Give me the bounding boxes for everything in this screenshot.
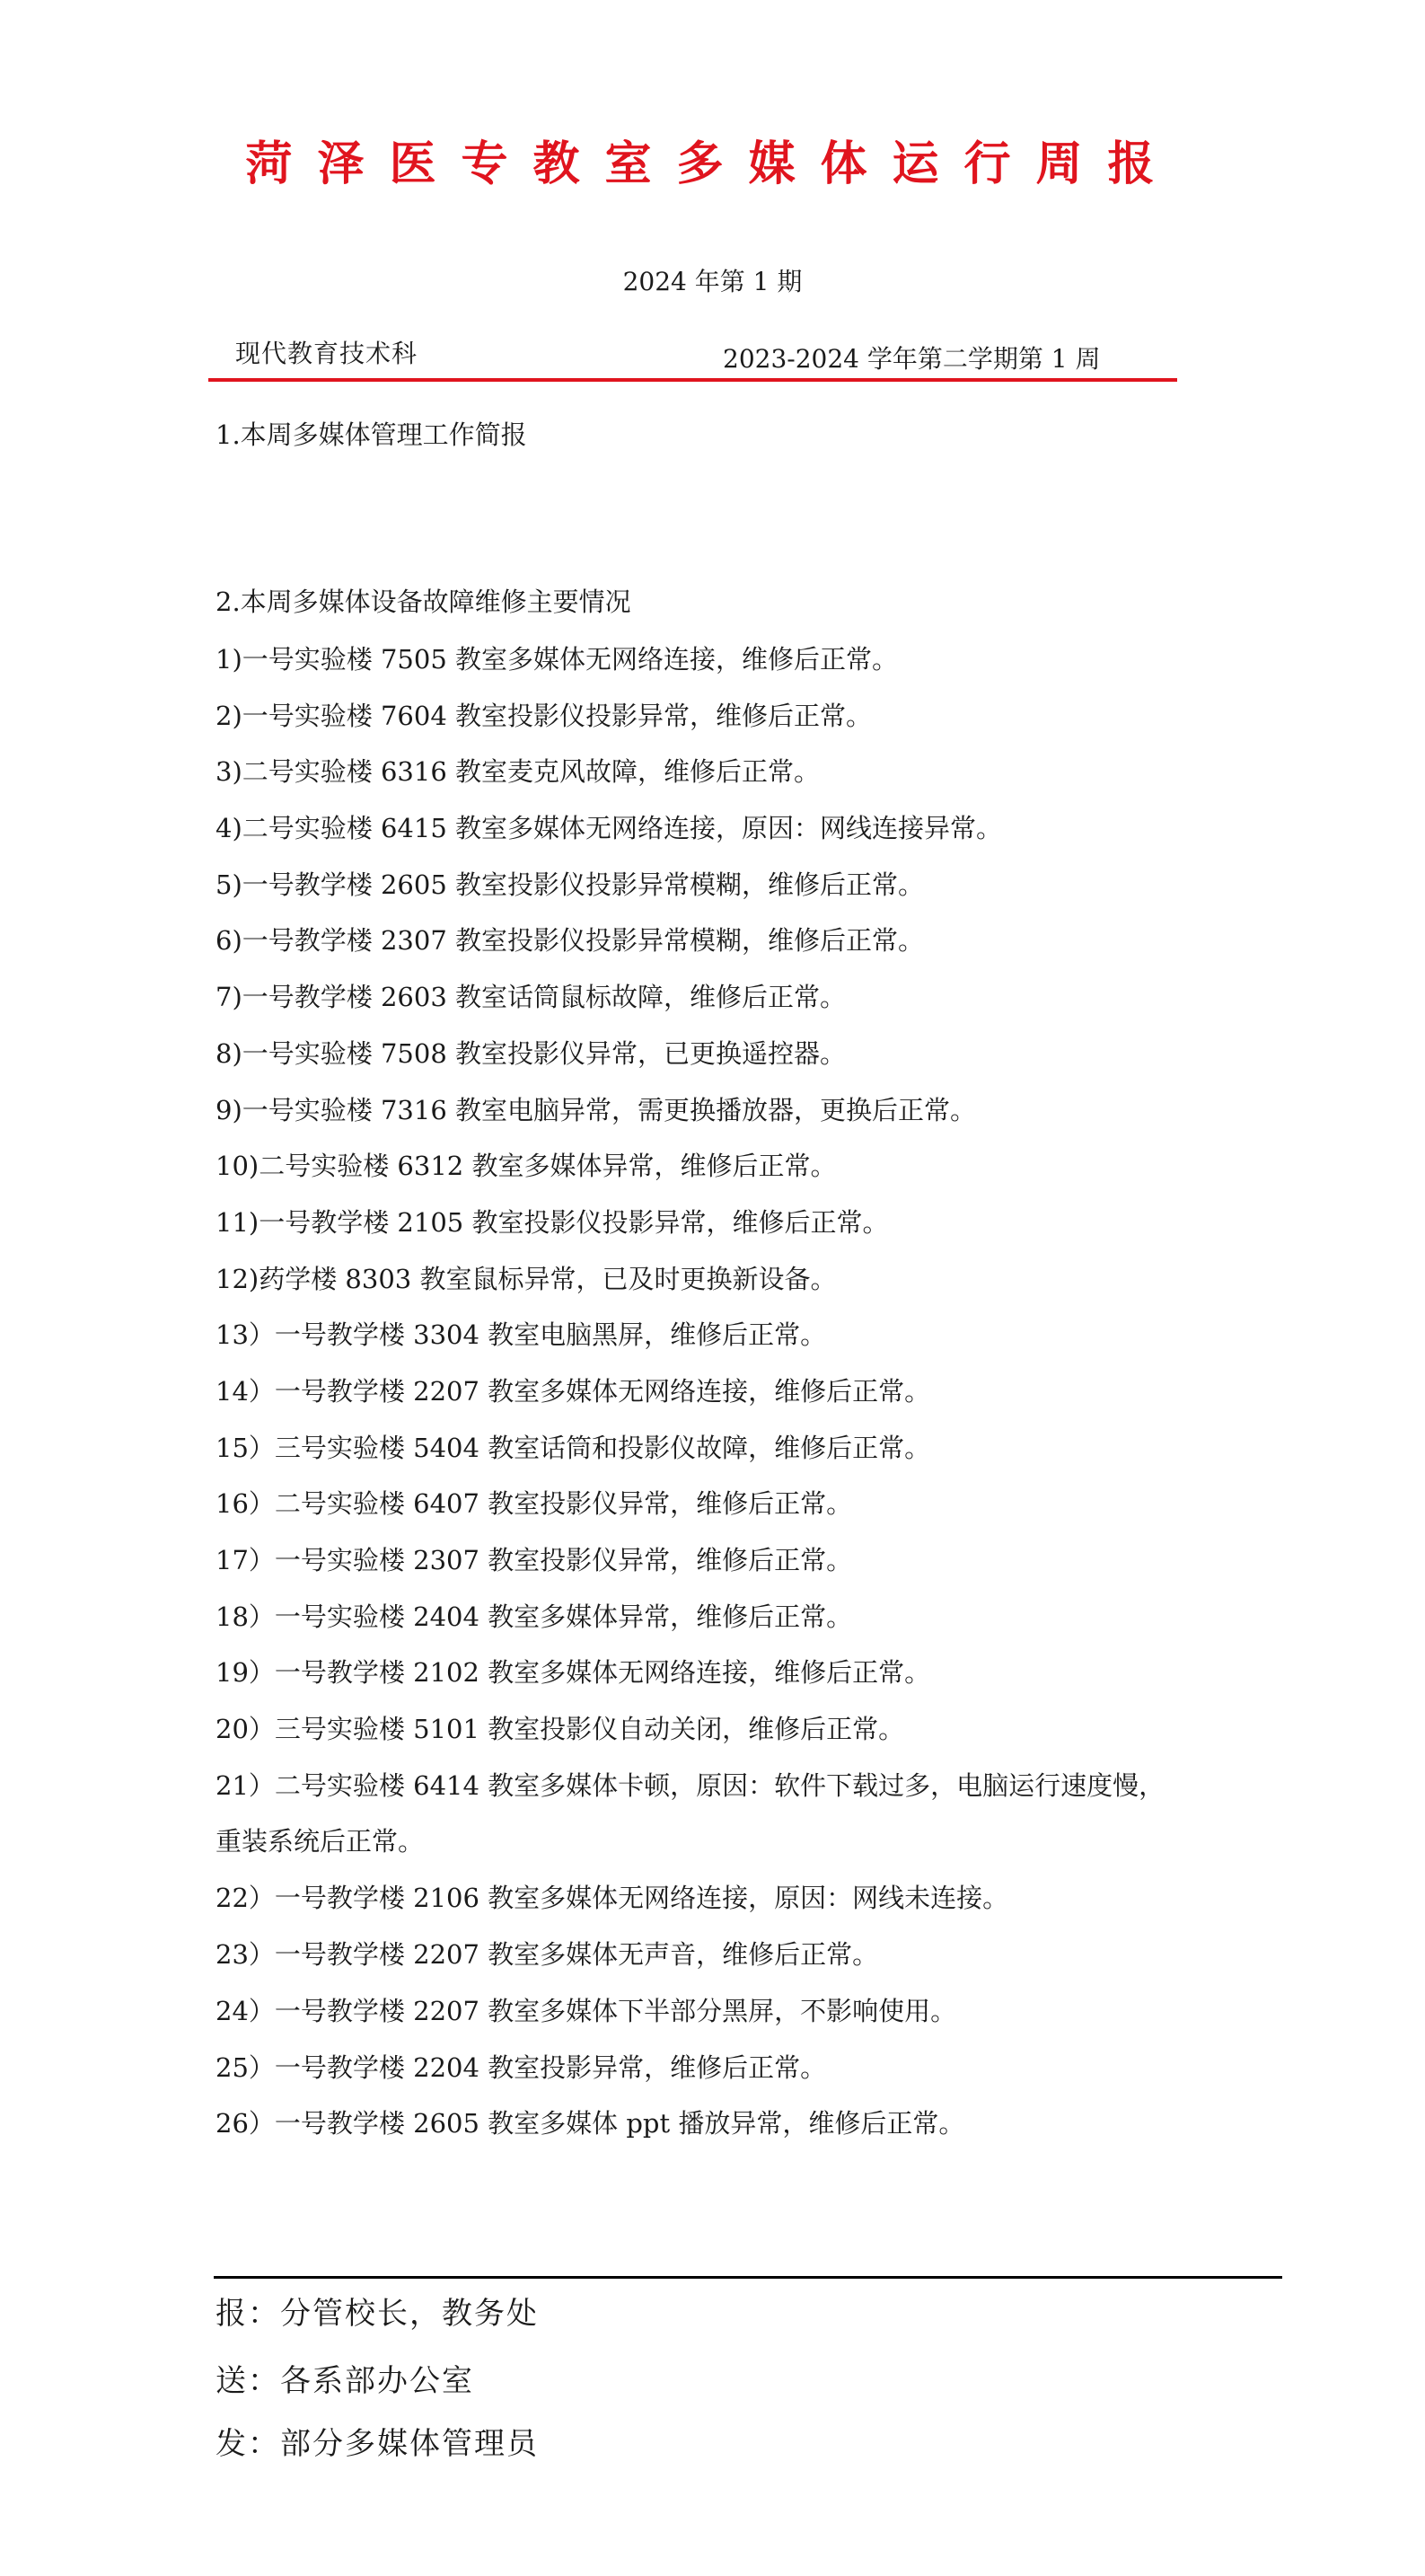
list-item: 4)二号实验楼 6415 教室多媒体无网络连接，原因：网线连接异常。 bbox=[216, 813, 1003, 844]
list-item: 21）二号实验楼 6414 教室多媒体卡顿，原因：软件下载过多，电脑运行速度慢， 重装系统后正常。 bbox=[216, 1769, 1166, 1857]
list-item: 10)二号实验楼 6312 教室多媒体异常，维修后正常。 bbox=[216, 1151, 837, 1182]
term-week: 2023-2024 学年第二学期第 1 周 bbox=[723, 344, 1101, 374]
repairs-heading: 2.本周多媒体设备故障维修主要情况 bbox=[216, 587, 631, 617]
list-item: 2)一号实验楼 7604 教室投影仪投影异常，维修后正常。 bbox=[216, 700, 873, 731]
department-name: 现代教育技术科 bbox=[235, 339, 418, 368]
page-title: 菏泽医专教室多媒体运行周报 bbox=[245, 137, 1180, 191]
list-item: 24）一号教学楼 2207 教室多媒体下半部分黑屏，不影响使用。 bbox=[216, 1995, 957, 2026]
list-item: 12)药学楼 8303 教室鼠标异常，已及时更换新设备。 bbox=[216, 1263, 837, 1294]
list-item: 23）一号教学楼 2207 教室多媒体无声音，维修后正常。 bbox=[216, 1939, 879, 1971]
list-item: 17）一号实验楼 2307 教室投影仪异常，维修后正常。 bbox=[216, 1545, 853, 1575]
footer-divider bbox=[214, 2276, 1282, 2279]
list-item: 15）三号实验楼 5404 教室话筒和投影仪故障，维修后正常。 bbox=[216, 1432, 931, 1463]
list-item: 1)一号实验楼 7505 教室多媒体无网络连接，维修后正常。 bbox=[216, 644, 899, 675]
list-item: 8)一号实验楼 7508 教室投影仪异常，已更换遥控器。 bbox=[216, 1037, 847, 1069]
list-item: 5)一号教学楼 2605 教室投影仪投影异常模糊，维修后正常。 bbox=[216, 869, 925, 900]
report-to: 报：分管校长，教务处 bbox=[216, 2296, 539, 2332]
list-item: 6)一号教学楼 2307 教室投影仪投影异常模糊，维修后正常。 bbox=[216, 925, 925, 957]
list-item: 19）一号教学楼 2102 教室多媒体无网络连接，维修后正常。 bbox=[216, 1657, 931, 1689]
list-item: 22）一号教学楼 2106 教室多媒体无网络连接，原因：网线未连接。 bbox=[216, 1883, 1009, 1914]
list-item: 16）二号实验楼 6407 教室投影仪异常，维修后正常。 bbox=[216, 1488, 853, 1520]
list-item: 3)二号实验楼 6316 教室麦克风故障，维修后正常。 bbox=[216, 756, 821, 788]
list-item: 13）一号教学楼 3304 教室电脑黑屏，维修后正常。 bbox=[216, 1319, 827, 1351]
list-item: 26）一号教学楼 2605 教室多媒体 ppt 播放异常，维修后正常。 bbox=[216, 2108, 965, 2139]
list-item: 9)一号实验楼 7316 教室电脑异常，需更换播放器，更换后正常。 bbox=[216, 1094, 977, 1125]
list-item: 14）一号教学楼 2207 教室多媒体无网络连接，维修后正常。 bbox=[216, 1375, 931, 1407]
issue-to: 发：部分多媒体管理员 bbox=[216, 2426, 539, 2462]
list-item: 18）一号实验楼 2404 教室多媒体异常，维修后正常。 bbox=[216, 1601, 853, 1632]
red-divider bbox=[208, 378, 1177, 382]
list-item: 7)一号教学楼 2603 教室话筒鼠标故障，维修后正常。 bbox=[216, 982, 847, 1013]
issue-number: 2024 年第 1 期 bbox=[622, 267, 803, 296]
summary-heading: 1.本周多媒体管理工作简报 bbox=[216, 419, 527, 450]
list-item: 11)一号教学楼 2105 教室投影仪投影异常，维修后正常。 bbox=[216, 1206, 889, 1238]
repair-list bbox=[216, 641, 1239, 2162]
list-item: 20）三号实验楼 5101 教室投影仪自动关闭，维修后正常。 bbox=[216, 1714, 905, 1745]
send-to: 送：各系部办公室 bbox=[216, 2363, 474, 2399]
list-item: 25）一号教学楼 2204 教室投影异常，维修后正常。 bbox=[216, 2051, 827, 2083]
